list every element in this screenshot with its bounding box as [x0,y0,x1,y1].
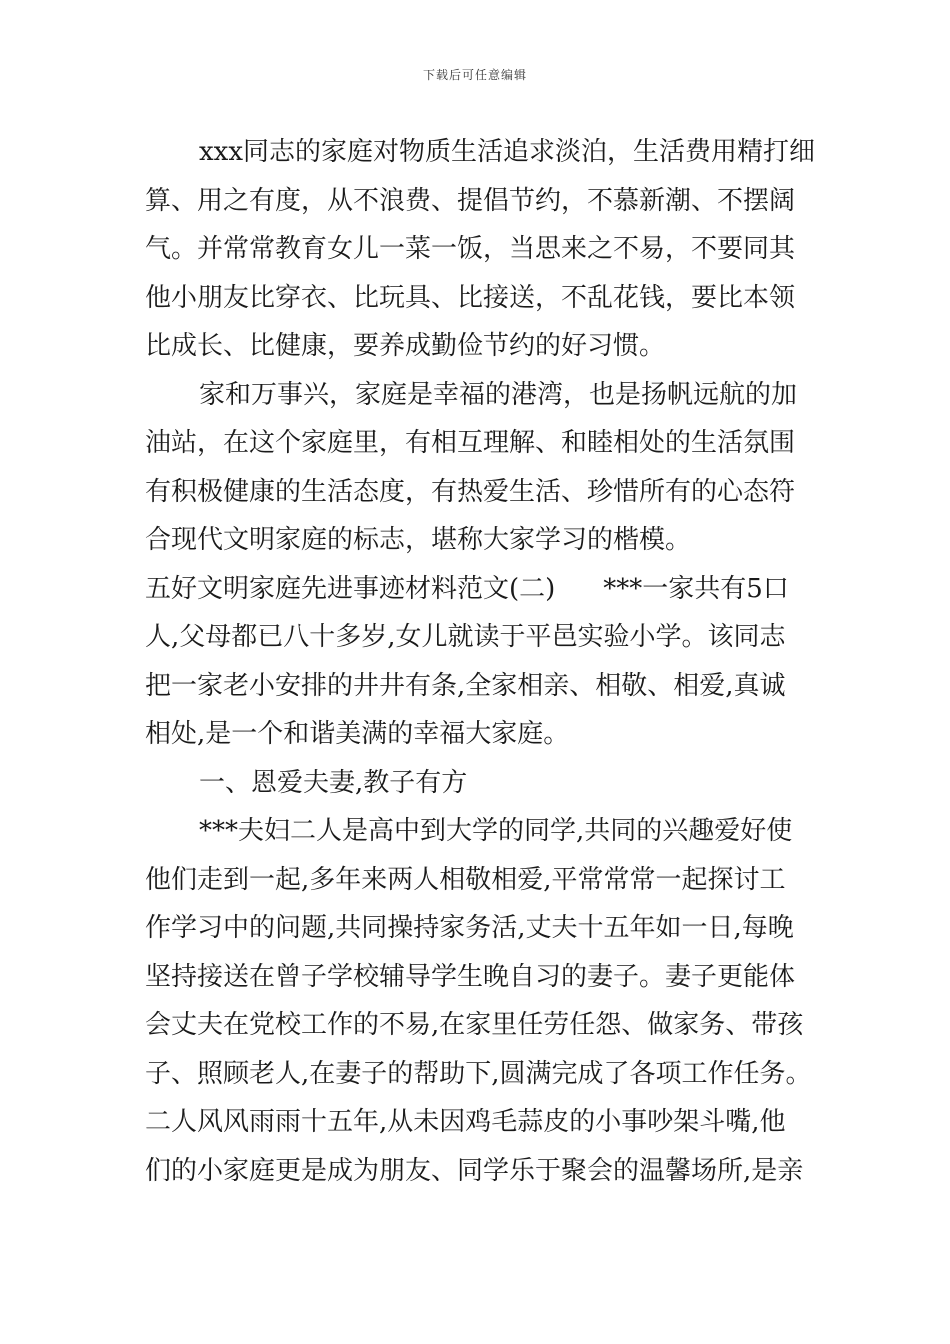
paragraph-line: 作学习中的问题,共同操持家务活,丈夫十五年如一日,每晚 [145,913,794,943]
paragraph-line: 子、照顾老人,在妻子的帮助下,圆满完成了各项工作任务。 [145,1058,812,1089]
document-body [145,128,825,1195]
paragraph-line: 气。并常常教育女儿一菜一饭，当思来之不易，不要同其 [145,234,796,264]
paragraph-line: 他们走到一起,多年来两人相敬相爱,平常常常一起探讨工 [145,864,786,895]
paragraph-line: 比成长、比健康，要养成勤俭节约的好习惯。 [145,331,666,361]
paragraph-line: 相处,是一个和谐美满的幸福大家庭。 [145,719,570,749]
page-header-note: 下载后可任意编辑 [422,68,527,82]
subheading-line: 一、恩爱夫妻,教子有方 [199,767,468,798]
paragraph-line: 他小朋友比穿衣、比玩具、比接送，不乱花钱，要比本领 [145,282,796,313]
paragraph-text: ***一家共有5口 [603,573,789,604]
paragraph-line: 们的小家庭更是成为朋友、同学乐于聚会的温馨场所,是亲 [145,1155,804,1186]
paragraph-line: 二人风风雨雨十五年,从未因鸡毛蒜皮的小事吵架斗嘴,他 [145,1107,786,1137]
paragraph-line: ***夫妇二人是高中到大学的同学,共同的兴趣爱好使 [199,816,793,846]
paragraph-line: 合现代文明家庭的标志，堪称大家学习的楷模。 [145,525,692,555]
paragraph-line: 把一家老小安排的井井有条,全家相亲、相敬、相爱,真诚 [145,670,786,701]
paragraph-line: 坚持接送在曾子学校辅导学生晚自习的妻子。妻子更能体 [145,961,796,992]
paragraph-line: 算、用之有度，从不浪费、提倡节约，不慕新潮、不摆阔 [145,185,796,216]
paragraph-line: 家和万事兴，家庭是幸福的港湾，也是扬帆远航的加 [199,379,798,410]
paragraph-line: 人,父母都已八十多岁,女儿就读于平邑实验小学。该同志 [145,622,786,652]
paragraph-line: 油站，在这个家庭里，有相互理解、和睦相处的生活氛围 [145,428,796,458]
paragraph-line: xxx同志的家庭对物质生活追求淡泊，生活费用精打细 [199,137,815,167]
section-title: 五好文明家庭先进事迹材料范文(二) [145,573,556,604]
section-title-line [145,565,825,614]
paragraph-line: 会丈夫在党校工作的不易,在家里任劳任怨、做家务、带孩 [145,1010,804,1040]
paragraph-line: 有积极健康的生活态度，有热爱生活、珍惜所有的心态符 [145,476,796,507]
